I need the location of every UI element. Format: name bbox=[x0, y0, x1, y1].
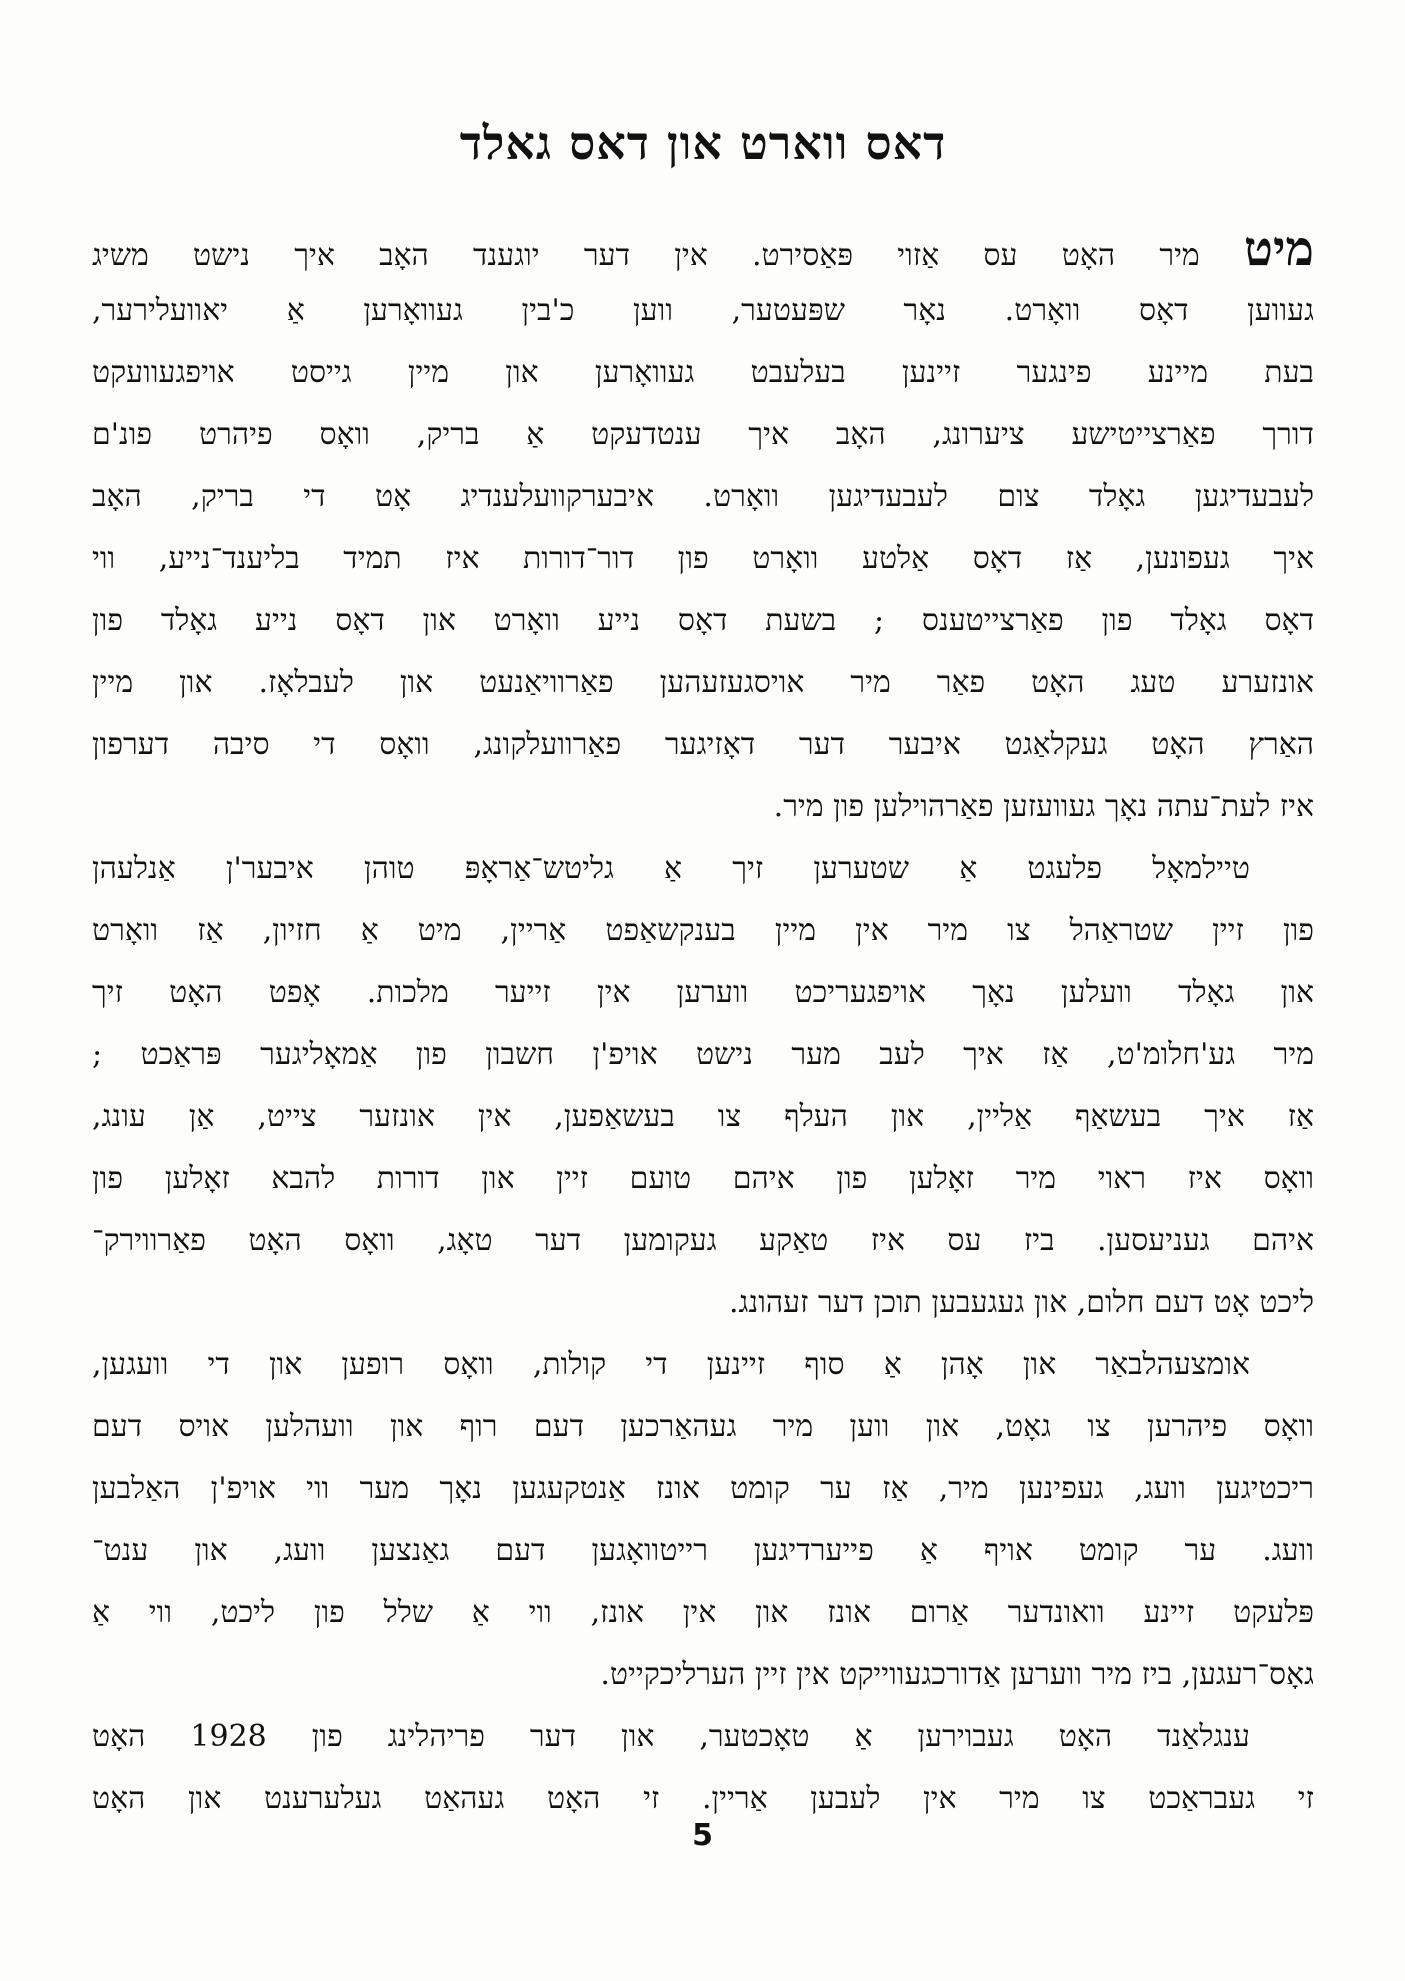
paragraph-line: פּלעקט זיינע וואונדער אַרום אונז און אין אונז, ווי אַ שלל פון ליכט, ווי אַ bbox=[92, 1595, 1314, 1630]
paragraph-line: אומצעהלבאַר און אָהן אַ סוף זיינען די קולות, וואָס רופען און די וועגען, bbox=[92, 1347, 1250, 1382]
paragraph-line: האַרץ האָט געקלאַגט איבער דער דאָזיגער פאַרוועלקונג, וואָס די סיבה דערפון bbox=[92, 727, 1314, 762]
paragraph-line: איך געפונען, אַז דאָס אַלטע וואָרט פון דור־דורות איז תמיד בליענד־נייע, ווי bbox=[92, 541, 1314, 576]
text-block bbox=[92, 100, 1314, 1830]
paragraph-2 bbox=[92, 838, 1314, 1334]
paragraph-line: דורך פאַרצייטישע ציערונג, האָב איך ענטדעקט אַ בריק, וואָס פיהרט פונ'ם bbox=[92, 417, 1314, 452]
paragraph-3 bbox=[92, 1334, 1314, 1706]
paragraph-line: טיילמאָל פלעגט אַ שטערען זיך אַ גליטש־אַראָפּ טוהן איבער'ן אַנלעהן bbox=[92, 851, 1250, 886]
paragraph-line: אונזערע טעג האָט פאַר מיר אויסגעזעהען פאַרוויאַנעט און לעבלאָז. און מיין bbox=[92, 665, 1314, 700]
paragraph-line: בעת מיינע פינגער זיינען בעלעבט געוואָרען און מיין גייסט אויפגעוועקט bbox=[92, 355, 1314, 390]
paragraph-line: וואָס איז ראוי מיר זאָלען פון איהם טועם זיין און דורות להבא זאָלען פון bbox=[92, 1161, 1314, 1196]
paragraph-line: וועג. ער קומט אויף אַ פייערדיגען רייטוואָגען דעם גאַנצען וועג, און ענט־ bbox=[92, 1533, 1314, 1568]
paragraph-line: פון זיין שטראַהל צו מיר אין מיין בענקשאַפט אַריין, מיט אַ חזיון, אַז וואָרט bbox=[92, 913, 1314, 948]
paragraph-line: וואָס פיהרען צו גאָט, און ווען מיר געהאַרכען דעם רוף און וועהלען אויס דעם bbox=[92, 1409, 1314, 1444]
paragraph-line: געווען דאָס וואָרט. נאָר שפּעטער, ווען כ'בין געוואָרען אַ יאוועלירער, bbox=[92, 293, 1314, 328]
paragraph-line: זי געבראַכט צו מיר אין לעבען אַריין. זי האָט געהאַט געלערענט און האָט bbox=[92, 1781, 1314, 1816]
paragraph-line: איז לעת־עתה נאָך געוועזען פאַרהוילען פון מיר. bbox=[773, 789, 1314, 824]
paragraph-line: ליכט אָט דעם חלום, און געגעבען תוכן דער זעהונג. bbox=[729, 1285, 1314, 1320]
paragraph-line: ריכטיגען וועג, געפינען מיר, אַז ער קומט אונז אַנטקעגען נאָך מער ווי אויפ'ן האַלבען bbox=[92, 1471, 1314, 1506]
paragraph-line: גאָס־רעגען, ביז מיר ווערען אַדורכגעווייקט אין זיין הערליכקייט. bbox=[600, 1657, 1314, 1692]
paragraph-4 bbox=[92, 1706, 1314, 1830]
paragraph-1 bbox=[92, 218, 1314, 838]
paragraph-line: איהם געניעסען. ביז עס איז טאַקע געקומען דער טאָג, וואָס האָט פאַרווירק־ bbox=[92, 1223, 1314, 1258]
paragraph-line: דאָס גאָלד פון פאַרצייטענס ; בשעת דאָס נייע וואָרט און דאָס נייע גאָלד פון bbox=[92, 603, 1314, 638]
paragraph-line: ענגלאַנד האָט געבוירען אַ טאָכטער, און דער פריהלינג פון 1928 האָט bbox=[92, 1719, 1250, 1754]
paragraph-line: אַז איך בעשאַף אַליין, און העלף צו בעשאַפען, אין אונזער צייט, אַן עונג, bbox=[92, 1099, 1314, 1134]
paragraph-line: מיר גע'חלומ'ט, אַז איך לעב מער נישט אויפ'ן חשבון פון אַמאָליגער פּראַכט ; bbox=[92, 1037, 1314, 1072]
paragraph-line: און גאָלד וועלען נאָך אויפגעריכט ווערען אין זייער מלכות. אָפט האָט זיך bbox=[92, 975, 1314, 1010]
line-text: מיר האָט עס אַזוי פּאַסירט. אין דער יוגענד האָב איך נישט משיג bbox=[92, 238, 1200, 273]
paragraph-line: לעבעדיגען גאָלד צום לעבעדיגען וואָרט. איבערקוועלענדיג אָט די בריק, האָב bbox=[92, 479, 1314, 514]
paragraph-line bbox=[92, 218, 1314, 280]
drop-cap-word: מיט bbox=[1243, 221, 1314, 277]
page-number: 5 bbox=[692, 1818, 713, 1853]
page-title: דאס ווארט און דאס גאלד bbox=[459, 116, 947, 170]
